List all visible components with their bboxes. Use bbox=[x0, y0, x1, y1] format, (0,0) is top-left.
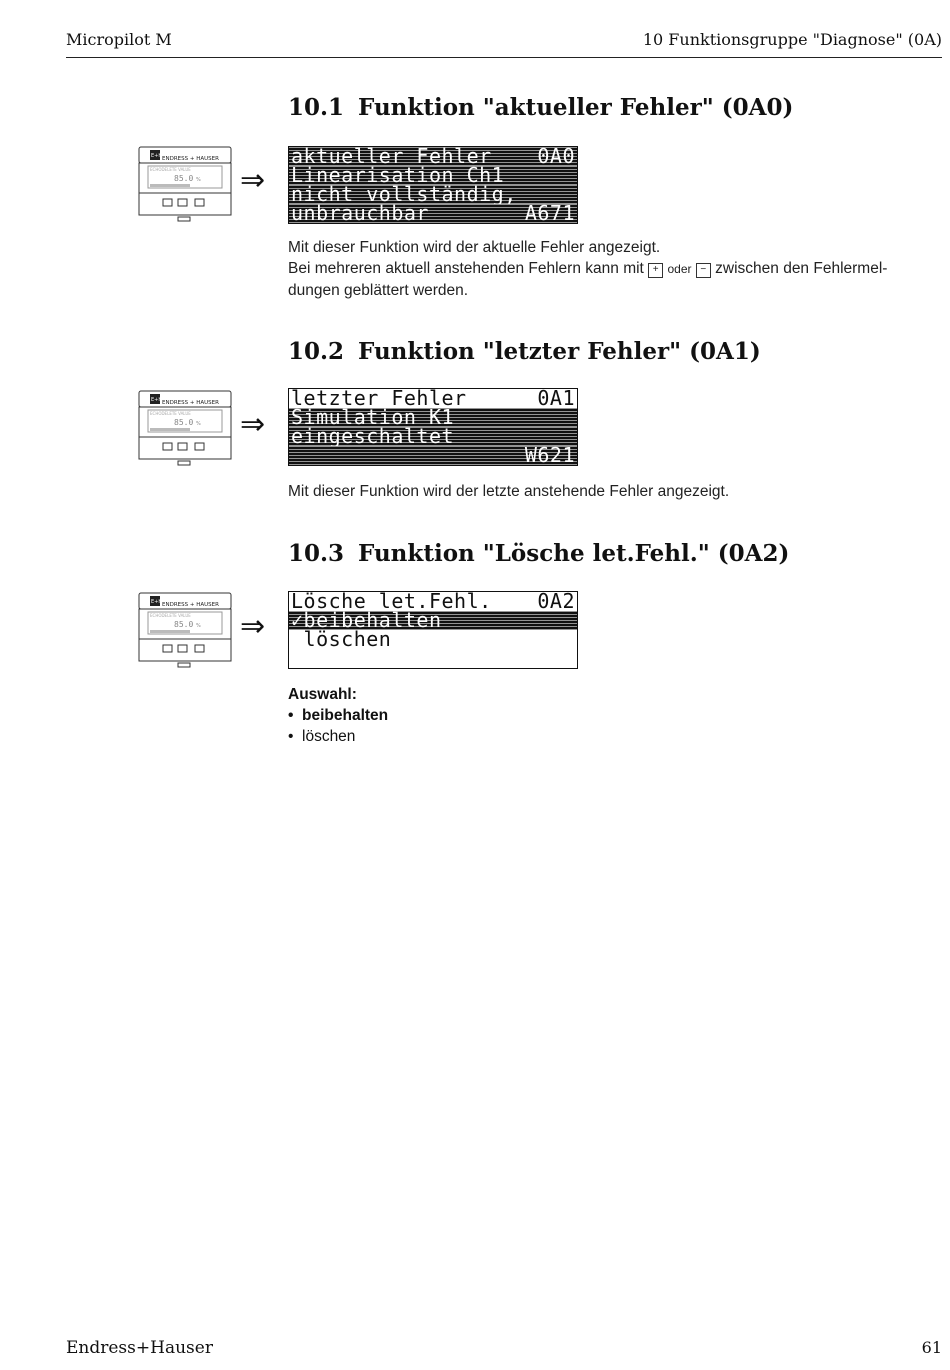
lcd-row-text: unbrauchbar bbox=[291, 204, 429, 223]
display-value: 85.0 bbox=[174, 418, 194, 427]
lcd-row bbox=[289, 204, 577, 223]
description-0a1 bbox=[288, 481, 729, 502]
section-heading-0a2 bbox=[288, 540, 789, 567]
display-unit: % bbox=[196, 623, 201, 629]
section-number: 10.1 bbox=[288, 94, 345, 121]
display-unit: % bbox=[196, 421, 201, 427]
lcd-row-code: 0A0 bbox=[537, 147, 575, 166]
option-label: löschen bbox=[302, 728, 356, 745]
brand-text: ENDRESS + HAUSER bbox=[162, 400, 219, 406]
arrow-icon: ⇒ bbox=[240, 610, 266, 643]
lcd-display-0a0 bbox=[288, 146, 578, 224]
bullet-icon: • bbox=[288, 707, 294, 724]
logo-text: E+H bbox=[151, 397, 163, 403]
display-unit: % bbox=[196, 177, 201, 183]
section-heading-0a1 bbox=[288, 338, 761, 365]
device-display-icon bbox=[138, 146, 232, 222]
section-number: 10.2 bbox=[288, 338, 345, 365]
lcd-row-code: W621 bbox=[524, 446, 575, 465]
header-product: Micropilot M bbox=[66, 30, 172, 49]
section-title: Funktion "letzter Fehler" (0A1) bbox=[358, 338, 761, 365]
display-caption: ECHODELETE VALUE bbox=[150, 613, 191, 618]
minus-key-icon: − bbox=[696, 263, 711, 278]
header-divider bbox=[66, 57, 942, 58]
plus-key-icon: + bbox=[648, 263, 663, 278]
bullet-icon: • bbox=[288, 728, 294, 745]
lcd-row-text: ✓beibehalten bbox=[291, 611, 442, 630]
lcd-row-selected bbox=[289, 611, 577, 630]
lcd-row bbox=[289, 389, 577, 408]
auswahl-label: Auswahl: bbox=[288, 686, 357, 703]
lcd-display-0a1 bbox=[288, 388, 578, 466]
option-list bbox=[288, 684, 388, 747]
lcd-row-code: A671 bbox=[524, 204, 575, 223]
description-line: Bei mehreren aktuell anstehenden Fehlern kann mit + oder − zwischen den Fehlermel- bbox=[288, 260, 888, 277]
lcd-row bbox=[289, 446, 577, 465]
lcd-row bbox=[289, 592, 577, 611]
lcd-row-text: letzter Fehler bbox=[291, 389, 467, 408]
arrow-icon: ⇒ bbox=[240, 408, 266, 441]
lcd-row-text: eingeschaltet bbox=[291, 427, 455, 446]
section-title: Funktion "Lösche let.Fehl." (0A2) bbox=[358, 540, 790, 567]
lcd-row-text: Simulation K1 bbox=[291, 408, 455, 427]
brand-text: ENDRESS + HAUSER bbox=[162, 156, 219, 162]
description-line: Mit dieser Funktion wird der letzte anstehende Fehler angezeigt. bbox=[288, 483, 730, 500]
description-0a0 bbox=[288, 237, 887, 301]
lcd-row-code: 0A1 bbox=[537, 389, 575, 408]
description-line: dungen geblättert werden. bbox=[288, 282, 469, 299]
lcd-row-text: Linearisation Ch1 bbox=[291, 166, 505, 185]
header-chapter: 10 Funktionsgruppe "Diagnose" (0A) bbox=[642, 30, 942, 49]
lcd-row bbox=[289, 166, 577, 185]
lcd-row bbox=[289, 427, 577, 446]
lcd-display-0a2 bbox=[288, 591, 578, 669]
logo-text: E+H bbox=[151, 153, 163, 159]
lcd-row-text: Lösche let.Fehl. bbox=[291, 592, 492, 611]
brand-text: ENDRESS + HAUSER bbox=[162, 602, 219, 608]
description-line: Mit dieser Funktion wird der aktuelle Fehler angezeigt. bbox=[288, 239, 661, 256]
lcd-row bbox=[289, 185, 577, 204]
device-display-icon bbox=[138, 592, 232, 668]
section-heading-0a0 bbox=[288, 94, 793, 121]
section-title: Funktion "aktueller Fehler" (0A0) bbox=[358, 94, 794, 121]
option-label: beibehalten bbox=[302, 707, 389, 724]
device-display-icon bbox=[138, 390, 232, 466]
lcd-row bbox=[289, 630, 577, 649]
section-number: 10.3 bbox=[288, 540, 345, 567]
lcd-row bbox=[289, 408, 577, 427]
lcd-row-code: 0A2 bbox=[537, 592, 575, 611]
page-number: 61 bbox=[921, 1338, 942, 1357]
display-caption: ECHODELETE VALUE bbox=[150, 167, 191, 172]
lcd-row-text: aktueller Fehler bbox=[291, 147, 492, 166]
display-value: 85.0 bbox=[174, 174, 194, 183]
arrow-icon: ⇒ bbox=[240, 164, 266, 197]
display-value: 85.0 bbox=[174, 620, 194, 629]
list-item bbox=[288, 726, 388, 747]
lcd-row-text: nicht vollständig, bbox=[291, 185, 517, 204]
lcd-row bbox=[289, 147, 577, 166]
logo-text: E+H bbox=[151, 599, 163, 605]
list-item bbox=[288, 705, 388, 726]
footer-brand: Endress+Hauser bbox=[66, 1338, 213, 1358]
lcd-row-text: löschen bbox=[291, 630, 392, 649]
oder-text: oder bbox=[667, 262, 692, 276]
display-caption: ECHODELETE VALUE bbox=[150, 411, 191, 416]
